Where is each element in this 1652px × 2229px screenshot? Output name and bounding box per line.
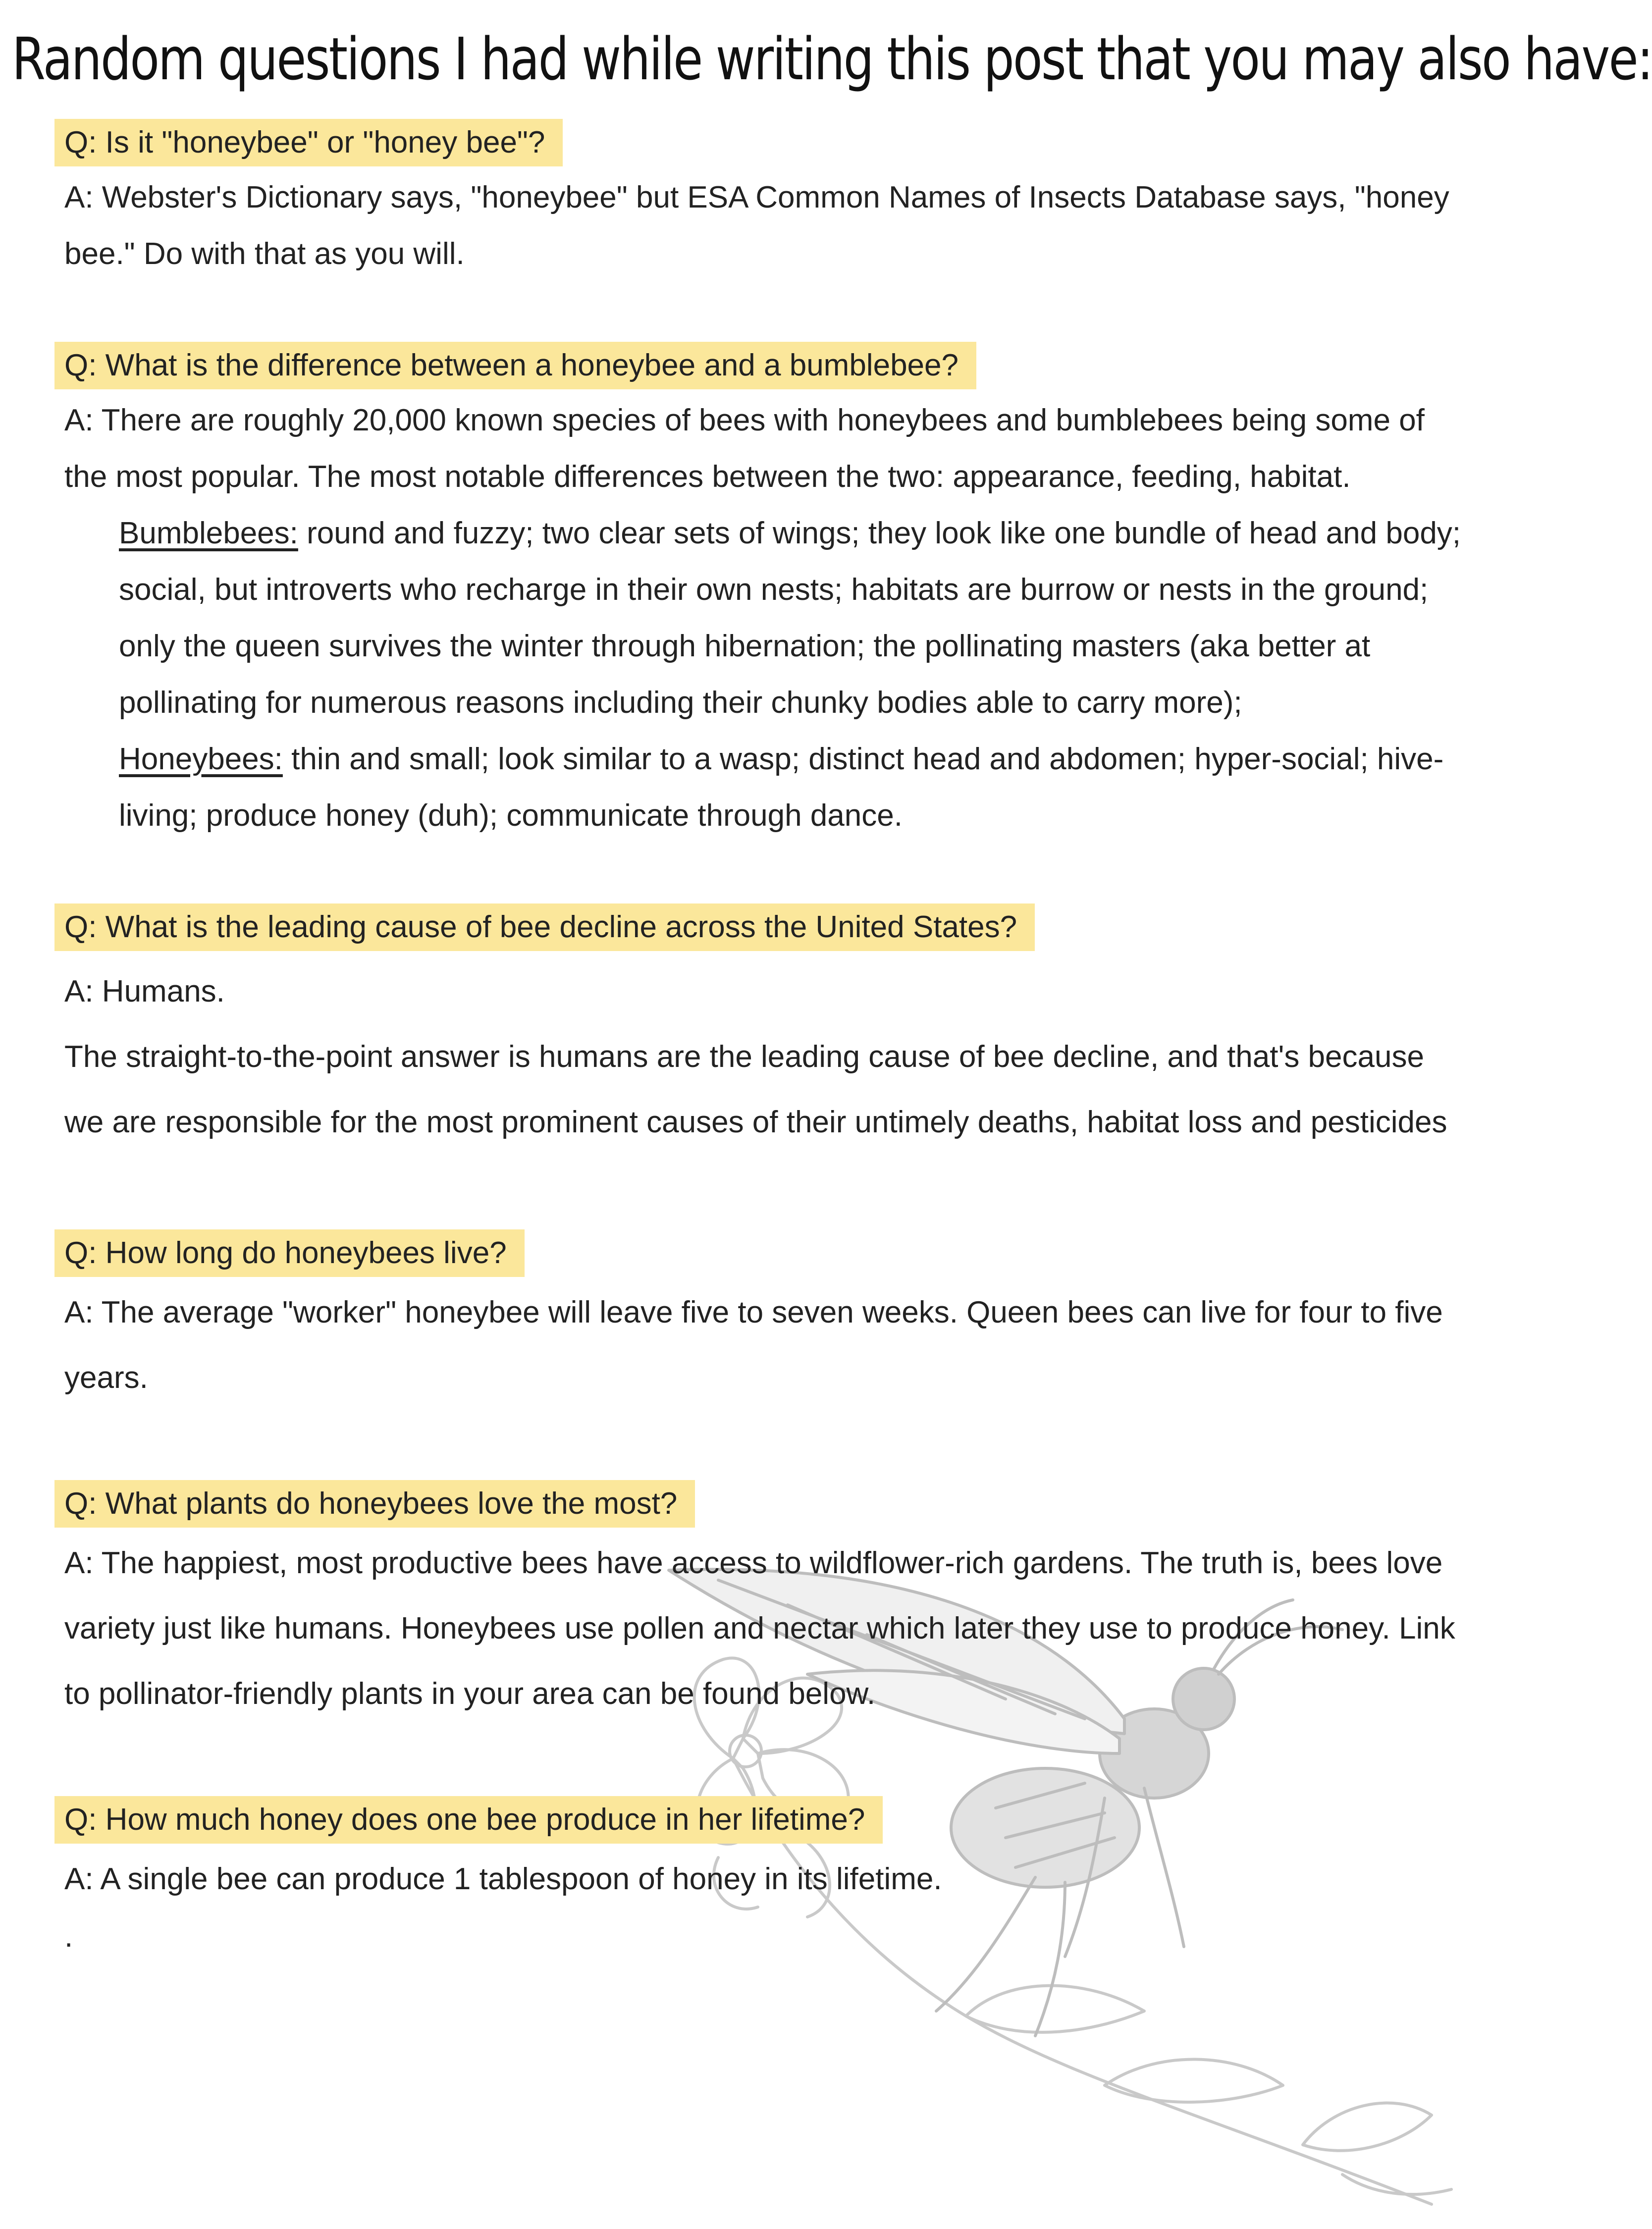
leaf [1303, 2103, 1432, 2151]
faq-question: Q: How long do honeybees live? [54, 1229, 525, 1277]
faq-list [64, 119, 1471, 1962]
page-title: Random questions I had while writing this post that you may also have: [12, 25, 1652, 93]
faq-answer: A: The average "worker" honeybee will leave five to seven weeks. Queen bees can live for four to five years. [64, 1295, 1443, 1395]
faq-item-3 [64, 903, 1471, 1155]
honeybees-paragraph [119, 731, 1471, 844]
faq-answer: The straight-to-the-point answer is humans are the leading cause of bee decline, and that's because we are responsible for the most prominent causes of their untimely deaths, habitat loss and pesticides [64, 1040, 1447, 1139]
faq-answer: A: There are roughly 20,000 known species of bees with honeybees and bumblebees being some of the most popular. The most notable differences between the two: appearance, feeding, habitat. [64, 403, 1425, 494]
faq-question: Q: What is the difference between a honeybee and a bumblebee? [54, 342, 976, 389]
faq-item-6 [64, 1796, 1471, 1912]
honeybees-label: Honeybees: [119, 742, 283, 776]
leaf [966, 1986, 1144, 2032]
faq-question: Q: What plants do honeybees love the most? [54, 1480, 695, 1528]
faq-item-5 [64, 1480, 1471, 1727]
faq-item-4 [64, 1229, 1471, 1411]
faq-question: Q: How much honey does one bee produce in her lifetime? [54, 1796, 883, 1844]
faq-answer: A: A single bee can produce 1 tablespoon of honey in its lifetime. [64, 1862, 942, 1896]
faq-item-1 [64, 119, 1471, 282]
trailing-mark: . [64, 1919, 73, 1954]
honeybees-text: thin and small; look similar to a wasp; distinct head and abdomen; hyper-social; hive-living; produce honey (duh); communicate through dance. [119, 742, 1444, 833]
faq-answer-short: A: Humans. [64, 974, 225, 1008]
bumblebees-paragraph [119, 505, 1471, 731]
faq-answer: A: The happiest, most productive bees have access to wildflower-rich gardens. The truth is, bees love variety just like humans. Honeybees use pollen and nectar which later they use to produce honey. Link to pollinator-friendly plants in your area can be found below. [64, 1546, 1455, 1711]
bumblebees-text: round and fuzzy; two clear sets of wings; they look like one bundle of head and body; social, but introverts who recharge in their own nests; habitats are burrow or nests in the ground; only the queen survives the winter through hibernation; the pollinating masters (aka better at pollinating for numerous reasons including their chunky bodies able to carry more); [119, 516, 1461, 720]
faq-question: Q: What is the leading cause of bee decline across the United States? [54, 903, 1035, 951]
faq-item-2 [64, 342, 1471, 844]
faq-question: Q: Is it "honeybee" or "honey bee"? [54, 119, 563, 166]
bumblebees-label: Bumblebees: [119, 516, 298, 550]
faq-answer: A: Webster's Dictionary says, "honeybee" but ESA Common Names of Insects Database says, "honey bee." Do with that as you will. [64, 180, 1449, 271]
leaf [1105, 2060, 1283, 2102]
